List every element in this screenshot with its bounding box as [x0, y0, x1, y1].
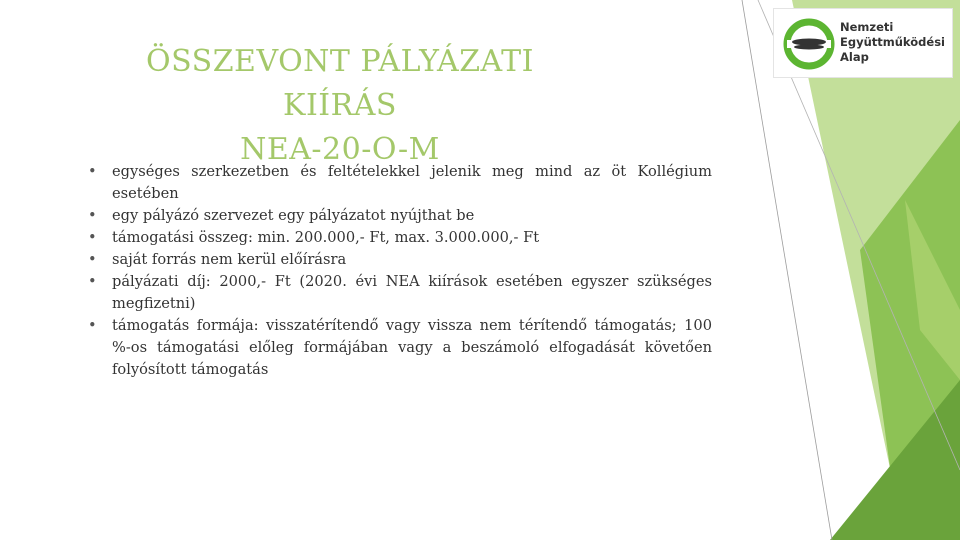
logo-text-line-1: Nemzeti — [840, 20, 894, 34]
bullet-list — [112, 161, 712, 381]
bullet-item: • támogatás formája: visszatérítendő vagy vissza nem térítendő támogatás; 100 %-os támogatási előleg formájában vagy a beszámoló elfogadását követően folyósított támogatás — [112, 315, 712, 381]
title-line-1: ÖSSZEVONT PÁLYÁZATI KIÍRÁS — [146, 44, 534, 123]
slide-title — [90, 40, 590, 172]
bullet-item: • egy pályázó szervezet egy pályázatot nyújthat be — [112, 205, 712, 227]
bullet-item: • pályázati díj: 2000,- Ft (2020. évi NEA kiírások esetében egyszer szükséges megfizetni) — [112, 271, 712, 315]
nea-logo-text — [840, 20, 945, 65]
bullet-item: • egységes szerkezetben és feltételekkel jelenik meg mind az öt Kollégium esetében — [112, 161, 712, 205]
nea-logo — [773, 8, 953, 78]
bullet-item: • saját forrás nem kerül előírásra — [112, 249, 712, 271]
logo-text-line-3: Alap — [840, 50, 869, 64]
bullet-item: • támogatási összeg: min. 200.000,- Ft, max. 3.000.000,- Ft — [112, 227, 712, 249]
title-line-2: NEA-20-O-M — [240, 132, 440, 167]
nea-logo-icon — [782, 17, 836, 71]
logo-text-line-2: Együttműködési — [840, 35, 945, 49]
